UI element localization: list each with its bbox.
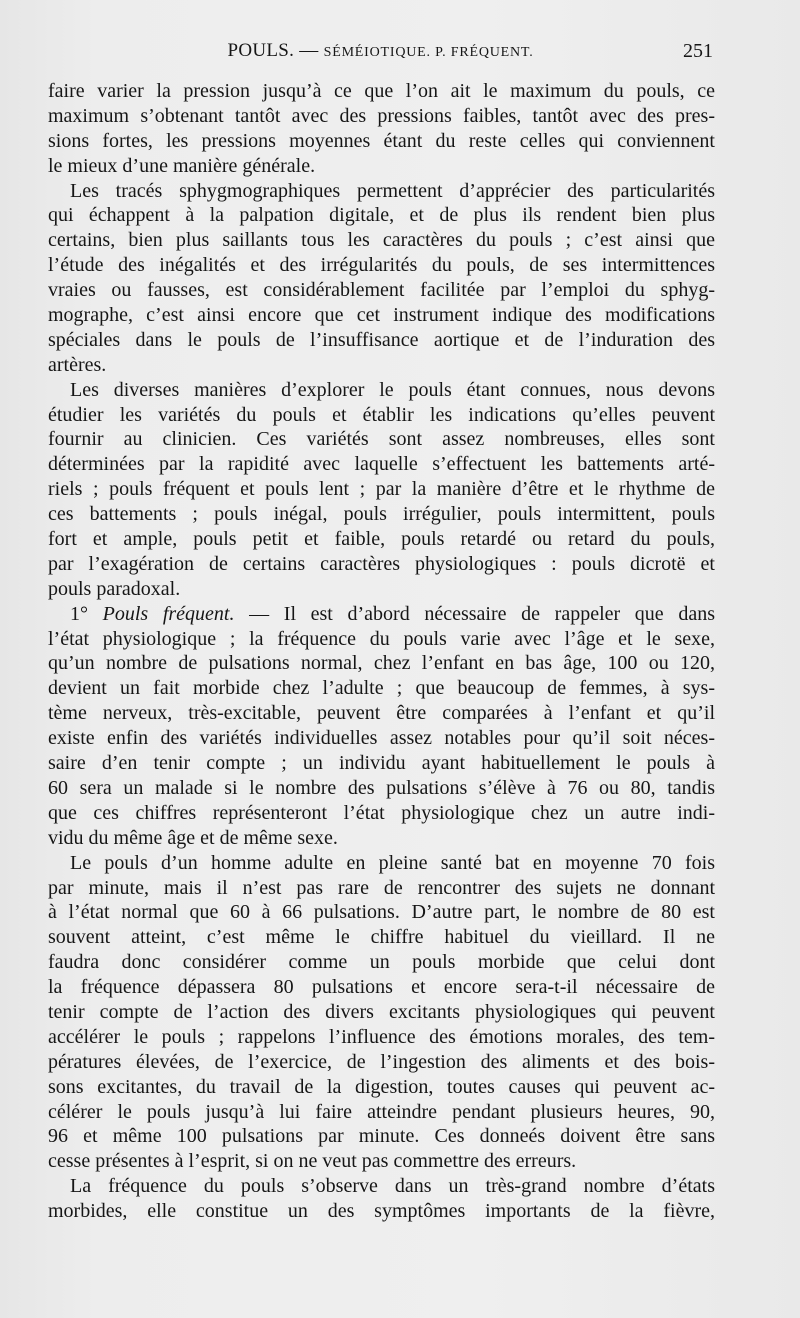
running-title — [48, 40, 713, 62]
text-line: faire varier la pression jusqu’à ce que l’on ait le maximum du pouls, ce — [48, 80, 715, 102]
text-line: souvent atteint, c’est même le chiffre habituel du vieillard. Il ne — [48, 926, 715, 949]
body-text — [48, 79, 715, 1224]
text-line: fort et ample, pouls petit et faible, pouls retardé ou retard du pouls, — [48, 528, 715, 551]
text-line: mographe, c’est ainsi encore que cet instrument indique des modifications — [48, 304, 715, 327]
text-line: qui échappent à la palpation digitale, et de plus ils rendent bien plus — [48, 204, 715, 227]
text-line: cesse présentes à l’esprit, si on ne veut pas commettre des erreurs. — [48, 1150, 577, 1173]
text-line: déterminées par la rapidité avec laquelle s’effectuent les battements arté- — [48, 453, 715, 476]
text-line: artères. — [48, 353, 107, 376]
running-title-main: POULS. — [227, 40, 295, 61]
text-line: La fréquence du pouls s’observe dans un très-grand nombre d’états — [70, 1175, 715, 1198]
text-line: l’étude des inégalités et des irrégularités du pouls, de ses intermittences — [48, 254, 715, 277]
text-line: Les diverses manières d’explorer le pouls étant connues, nous devons — [70, 378, 715, 401]
text-line: célérer le pouls jusqu’à lui faire atteindre pendant plusieurs heures, 90, — [48, 1100, 715, 1123]
running-title-dash: — — [299, 40, 319, 61]
text-line: étudier les variétés du pouls et établir les indications qu’elles peuvent — [48, 403, 715, 426]
section-number: 1° — [70, 602, 103, 625]
text-line: 96 et même 100 pulsations par minute. Ces donneés doivent être sans — [48, 1125, 715, 1148]
text-line: la fréquence dépassera 80 pulsations et encore sera-t-il nécessaire de — [48, 976, 715, 999]
text-line: l’état physiologique ; la fréquence du pouls varie avec l’âge et le sexe, — [48, 627, 715, 650]
text-line: certains, bien plus saillants tous les caractères du pouls ; c’est ainsi que — [48, 229, 715, 252]
text-line: faudra donc considérer comme un pouls morbide que celui dont — [48, 951, 715, 974]
text-line: Les tracés sphygmographiques permettent d’apprécier des particularités — [70, 179, 715, 202]
text-line: ces battements ; pouls inégal, pouls irrégulier, pouls intermittent, pouls — [48, 503, 715, 526]
text-line: par l’exagération de certains caractères physiologiques : pouls dicrotë et — [48, 552, 715, 575]
text-line: à l’état normal que 60 à 66 pulsations. D’autre part, le nombre de 80 est — [48, 901, 715, 924]
text-line: sions fortes, les pressions moyennes étant du reste celles qui conviennent — [48, 129, 715, 152]
text-line: fournir au clinicien. Ces variétés sont assez nombreuses, elles sont — [48, 428, 715, 451]
text-line: riels ; pouls fréquent et pouls lent ; par la manière d’être et le rhythme de — [48, 478, 715, 501]
section-heading: Pouls fréquent. — [102, 602, 235, 625]
text-line: accélérer le pouls ; rappelons l’influence des émotions morales, des tem- — [48, 1025, 715, 1048]
text-line: le mieux d’une manière générale. — [48, 154, 316, 177]
text-line: tème nerveux, très-excitable, peuvent être comparées à l’enfant et qu’il — [48, 702, 715, 725]
text-line: Le pouls d’un homme adulte en pleine santé bat en moyenne 70 fois — [70, 851, 715, 874]
text-line: maximum s’obtenant tantôt avec des pressions faibles, tantôt avec des pres- — [48, 104, 715, 127]
text-line: saire d’en tenir compte ; un individu ayant habituellement le pouls à — [48, 752, 715, 775]
text-line — [48, 602, 715, 627]
text-line: vidu du même âge et de même sexe. — [48, 826, 338, 849]
text-line: existe enfin des variétés individuelles assez notables pour qu’il soit néces- — [48, 727, 715, 750]
text-line: vraies ou fausses, est considérablement facilitée par l’emploi du sphyg- — [48, 279, 715, 302]
text-line: 60 sera un malade si le nombre des pulsations s’élève à 76 ou 80, tandis — [48, 776, 715, 799]
text-line: morbides, elle constitue un des symptômes importants de la fièvre, — [48, 1200, 715, 1223]
line-text: — Il est d’abord nécessaire de rappeler que dans — [234, 602, 715, 625]
text-line: par minute, mais il n’est pas rare de rencontrer des sujets ne donnant — [48, 876, 715, 899]
page-number: 251 — [683, 40, 713, 62]
text-line: tenir compte de l’action des divers excitants physiologiques qui peuvent — [48, 1000, 715, 1023]
text-line: qu’un nombre de pulsations normal, chez l’enfant en bas âge, 100 ou 120, — [48, 652, 715, 675]
running-head — [48, 40, 713, 66]
text-line: devient un fait morbide chez l’adulte ; que beaucoup de femmes, à sys- — [48, 677, 715, 700]
text-line: sons excitantes, du travail de la digestion, toutes causes qui peuvent ac- — [48, 1075, 715, 1098]
text-line: pératures élevées, de l’exercice, de l’ingestion des aliments et des bois- — [48, 1050, 715, 1073]
text-line: pouls paradoxal. — [48, 577, 181, 600]
text-line: que ces chiffres représenteront l’état physiologique chez un autre indi- — [48, 801, 715, 824]
text-line: spéciales dans le pouls de l’insuffisance aortique et de l’induration des — [48, 328, 715, 351]
running-title-sub: SÉMÉIOTIQUE. P. FRÉQUENT. — [323, 45, 534, 60]
